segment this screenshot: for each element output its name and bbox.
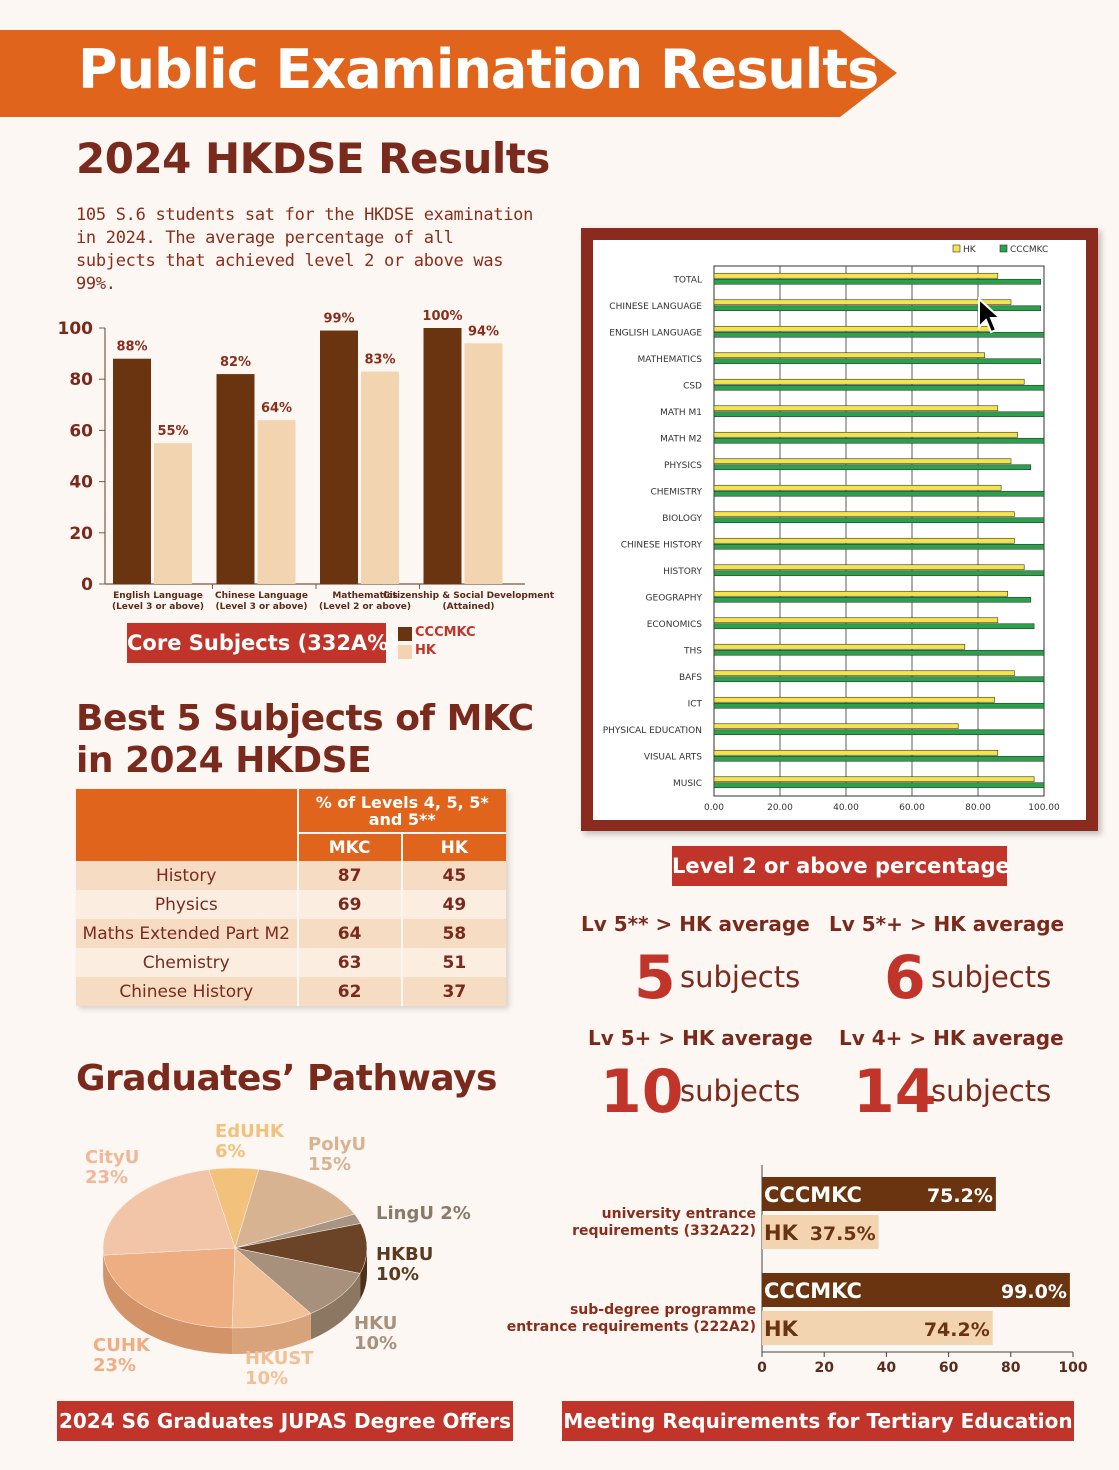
bar-hk xyxy=(714,777,1034,782)
y-tick-label: BAFS xyxy=(678,672,702,683)
x-tick-label: 100 xyxy=(1058,1360,1088,1376)
bar-hk xyxy=(714,724,958,729)
legend-label-hk: HK xyxy=(415,643,436,658)
table-row xyxy=(76,861,506,890)
bar-data-label: 94% xyxy=(467,324,500,340)
bar-hk xyxy=(154,443,192,584)
stat-1-heading: Lv 5** > HK average xyxy=(581,912,810,936)
tertiary-label: Meeting Requirements for Tertiary Education xyxy=(562,1401,1074,1441)
pathways-pie-chart xyxy=(60,1110,500,1390)
best5-heading-line2: in 2024 HKDSE xyxy=(76,740,372,781)
x-tick-label: Chinese Language (Level 3 or above) xyxy=(215,591,308,612)
table-row xyxy=(76,948,506,977)
y-tick-label: PHYSICS xyxy=(663,460,702,471)
pie-label: HKU xyxy=(354,1313,398,1334)
bar-cccmkc xyxy=(714,359,1041,364)
y-tick-label: MUSIC xyxy=(672,778,702,789)
best5-hk-value: 37 xyxy=(402,977,506,1006)
bar-data-label: 55% xyxy=(157,424,189,440)
bar-cccmkc xyxy=(714,544,1044,549)
level2-chart xyxy=(593,240,1086,820)
y-tick-label: MATH M1 xyxy=(660,407,702,418)
mouse-cursor-icon xyxy=(977,297,1001,335)
best5-corner-cell xyxy=(76,789,298,861)
y-tick-label: 0 xyxy=(81,575,93,595)
bar-data-label: 100% xyxy=(422,309,463,324)
stat-2-number: 6 xyxy=(884,943,926,1013)
bar-data-label: 64% xyxy=(260,401,293,417)
bar-cccmkc xyxy=(217,374,255,584)
bar-cccmkc xyxy=(714,756,1044,761)
bar-cccmkc xyxy=(714,279,1041,284)
bar-hk xyxy=(258,420,296,584)
stat-2-unit: subjects xyxy=(931,960,1052,994)
y-tick-label: TOTAL xyxy=(673,275,702,286)
best5-subject: Chinese History xyxy=(76,977,298,1006)
x-tick-label: Mathematics (Level 2 or above) xyxy=(318,591,412,612)
legend-label-cccmkc: CCCMKC xyxy=(1010,245,1049,255)
stat-4-unit: subjects xyxy=(931,1074,1052,1108)
bar-cccmkc xyxy=(714,571,1044,576)
best5-mkc-value: 64 xyxy=(298,919,402,948)
best5-mkc-value: 62 xyxy=(298,977,402,1006)
best5-hk-value: 45 xyxy=(402,861,506,890)
bar-hk xyxy=(714,353,985,358)
y-tick-label: GEOGRAPHY xyxy=(645,593,702,604)
bar-hk xyxy=(714,618,998,623)
pie-value-label: 10% xyxy=(245,1368,289,1389)
bar-hk xyxy=(714,406,998,411)
bar-hk xyxy=(714,273,998,278)
bar-hk xyxy=(714,512,1014,517)
y-tick-label: PHYSICAL EDUCATION xyxy=(602,725,702,736)
y-tick-label: CHINESE LANGUAGE xyxy=(609,301,702,312)
tertiary-chart xyxy=(506,1155,1100,1385)
y-tick-label: 60 xyxy=(69,421,93,442)
y-tick-label: 40 xyxy=(69,472,93,493)
legend-label-hk: HK xyxy=(963,245,976,255)
category-label: sub-degree programme xyxy=(569,1302,756,1318)
y-tick-label: 80 xyxy=(69,370,93,391)
bar-hk xyxy=(714,485,1001,490)
best5-mkc-value: 69 xyxy=(298,890,402,919)
bar-hk xyxy=(714,459,1011,464)
bar-cccmkc xyxy=(320,331,358,584)
y-tick-label: BIOLOGY xyxy=(662,513,702,524)
y-tick-label: 20 xyxy=(69,523,93,544)
level2-label: Level 2 or above percentage xyxy=(672,846,1007,886)
pathways-label: 2024 S6 Graduates JUPAS Degree Offers xyxy=(57,1401,513,1441)
x-tick-label: Citizenship & Social Development (Attained) xyxy=(382,591,555,612)
y-tick-label: MATHEMATICS xyxy=(637,354,702,365)
legend-label-cccmkc: CCCMKC xyxy=(415,625,476,640)
category-label: university entrance xyxy=(601,1206,756,1222)
bar-cccmkc xyxy=(714,650,1044,655)
bar-cccmkc xyxy=(714,465,1031,470)
x-tick-label: 0 xyxy=(757,1360,767,1376)
legend-swatch-hk xyxy=(953,245,960,252)
best5-heading xyxy=(76,698,534,782)
bar-hk xyxy=(361,372,399,584)
core-subjects-chart xyxy=(55,300,555,620)
stat-1-unit: subjects xyxy=(680,960,801,994)
pie-label: CUHK xyxy=(93,1335,150,1356)
bar-cccmkc xyxy=(714,412,1044,417)
bar-cccmkc xyxy=(714,783,1044,788)
y-tick-label: VISUAL ARTS xyxy=(643,752,702,763)
stat-2-heading: Lv 5*+ > HK average xyxy=(829,912,1065,936)
table-row xyxy=(76,890,506,919)
pie-value-label: 23% xyxy=(85,1167,129,1188)
best5-hk-value: 49 xyxy=(402,890,506,919)
best5-col-mkc: MKC xyxy=(298,833,402,861)
x-tick-label: 20 xyxy=(814,1360,834,1376)
bar-hk xyxy=(714,750,998,755)
table-row xyxy=(76,919,506,948)
pie-value-label: 23% xyxy=(93,1355,137,1376)
pie-label: EdUHK xyxy=(215,1121,284,1142)
best5-col-group: % of Levels 4, 5, 5* and 5** xyxy=(298,789,507,833)
x-tick-label: 60.00 xyxy=(899,803,925,813)
bar-hk xyxy=(714,432,1018,437)
bar-cccmkc xyxy=(714,385,1044,390)
bar-cccmkc xyxy=(113,359,151,584)
bar-data-label: 83% xyxy=(364,352,396,368)
bar-cccmkc xyxy=(714,624,1034,629)
pie-label: CityU xyxy=(85,1147,140,1168)
bar-hk xyxy=(714,538,1014,543)
plot-area xyxy=(714,266,1044,796)
bar-hk xyxy=(714,697,995,702)
page-title: Public Examination Results xyxy=(78,38,879,101)
stat-3-number: 10 xyxy=(600,1057,684,1127)
bar-hk xyxy=(714,379,1024,384)
pie-label: PolyU xyxy=(308,1134,367,1155)
stat-4-heading: Lv 4+ > HK average xyxy=(839,1026,1064,1050)
bar-cccmkc xyxy=(714,438,1044,443)
bar-data-label: 75.2% xyxy=(926,1185,993,1207)
bar-hk xyxy=(714,565,1024,570)
x-tick-label: English Language (Level 3 or above) xyxy=(111,591,205,612)
series-label: HK xyxy=(764,1221,798,1245)
core-subjects-label: Core Subjects (332A%) xyxy=(127,623,386,663)
pathways-heading: Graduates’ Pathways xyxy=(76,1058,497,1099)
pie-label: HKBU xyxy=(376,1244,434,1265)
pie-value-label: 15% xyxy=(308,1154,352,1175)
legend-swatch-hk xyxy=(398,645,412,659)
bar-data-label: 82% xyxy=(219,355,252,371)
best5-subject: Physics xyxy=(76,890,298,919)
bar-hk xyxy=(714,300,1011,305)
category-label: entrance requirements (222A2) xyxy=(506,1319,756,1335)
bar-hk xyxy=(714,644,965,649)
category-label: requirements (332A22) xyxy=(572,1223,756,1239)
bar-hk xyxy=(465,343,503,584)
y-tick-label: CSD xyxy=(683,381,702,392)
x-tick-label: 40 xyxy=(876,1360,897,1376)
bar-hk xyxy=(714,671,1014,676)
bar-hk xyxy=(714,591,1008,596)
bar-cccmkc xyxy=(714,597,1031,602)
bar-data-label: 37.5% xyxy=(809,1223,876,1245)
stat-3-heading: Lv 5+ > HK average xyxy=(588,1026,813,1050)
y-tick-label: MATH M2 xyxy=(660,434,702,445)
y-tick-label: THS xyxy=(684,646,702,657)
legend-swatch-cccmkc xyxy=(398,627,412,641)
x-tick-label: 100.00 xyxy=(1028,803,1060,813)
bar-cccmkc xyxy=(424,328,462,584)
bar-cccmkc xyxy=(714,703,1044,708)
y-tick-label: ICT xyxy=(687,699,702,710)
best5-subject: Chemistry xyxy=(76,948,298,977)
best5-col-hk: HK xyxy=(402,833,506,861)
stat-3-unit: subjects xyxy=(680,1074,801,1108)
y-tick-label: ENGLISH LANGUAGE xyxy=(609,328,702,339)
series-label: HK xyxy=(764,1317,798,1341)
x-tick-label: 40.00 xyxy=(833,803,859,813)
bar-cccmkc xyxy=(714,730,1044,735)
y-tick-label: 100 xyxy=(57,319,93,339)
bar-data-label: 74.2% xyxy=(923,1319,990,1341)
pie-label: HKUST xyxy=(245,1348,314,1369)
y-tick-label: CHEMISTRY xyxy=(650,487,702,498)
y-tick-label: ECONOMICS xyxy=(646,619,702,630)
pie-label: LingU 2% xyxy=(376,1203,471,1224)
hkdse-heading: 2024 HKDSE Results xyxy=(76,134,550,183)
x-tick-label: 80.00 xyxy=(965,803,991,813)
table-row xyxy=(76,977,506,1006)
bar-data-label: 99% xyxy=(323,311,355,327)
stat-1-number: 5 xyxy=(634,943,676,1013)
bar-cccmkc xyxy=(714,491,1044,496)
intro-text: 105 S.6 students sat for the HKDSE examination in 2024. The average percentage of all subjects that achieved level 2 or above was 99%. xyxy=(76,205,534,294)
best5-table xyxy=(76,789,506,1006)
pie-value-label: 6% xyxy=(215,1141,246,1162)
bar-data-label: 88% xyxy=(116,339,148,355)
pie-value-label: 10% xyxy=(354,1333,398,1354)
bar-data-label: 99.0% xyxy=(1000,1281,1067,1303)
best5-hk-value: 51 xyxy=(402,948,506,977)
x-tick-label: 20.00 xyxy=(767,803,793,813)
best5-subject: History xyxy=(76,861,298,890)
bar-hk xyxy=(714,326,991,331)
x-tick-label: 60 xyxy=(938,1360,959,1376)
x-tick-label: 0.00 xyxy=(703,803,725,813)
legend-swatch-cccmkc xyxy=(1000,245,1007,252)
series-label: CCCMKC xyxy=(764,1279,862,1303)
bar-cccmkc xyxy=(714,518,1044,523)
x-tick-label: 80 xyxy=(1001,1360,1021,1376)
best5-heading-line1: Best 5 Subjects of MKC xyxy=(76,698,534,739)
series-label: CCCMKC xyxy=(764,1183,862,1207)
best5-subject: Maths Extended Part M2 xyxy=(76,919,298,948)
pie-value-label: 10% xyxy=(376,1264,420,1285)
best5-mkc-value: 87 xyxy=(298,861,402,890)
best5-mkc-value: 63 xyxy=(298,948,402,977)
y-tick-label: CHINESE HISTORY xyxy=(620,540,702,551)
y-tick-label: HISTORY xyxy=(663,566,702,577)
best5-hk-value: 58 xyxy=(402,919,506,948)
bar-cccmkc xyxy=(714,677,1044,682)
stat-4-number: 14 xyxy=(853,1057,937,1127)
